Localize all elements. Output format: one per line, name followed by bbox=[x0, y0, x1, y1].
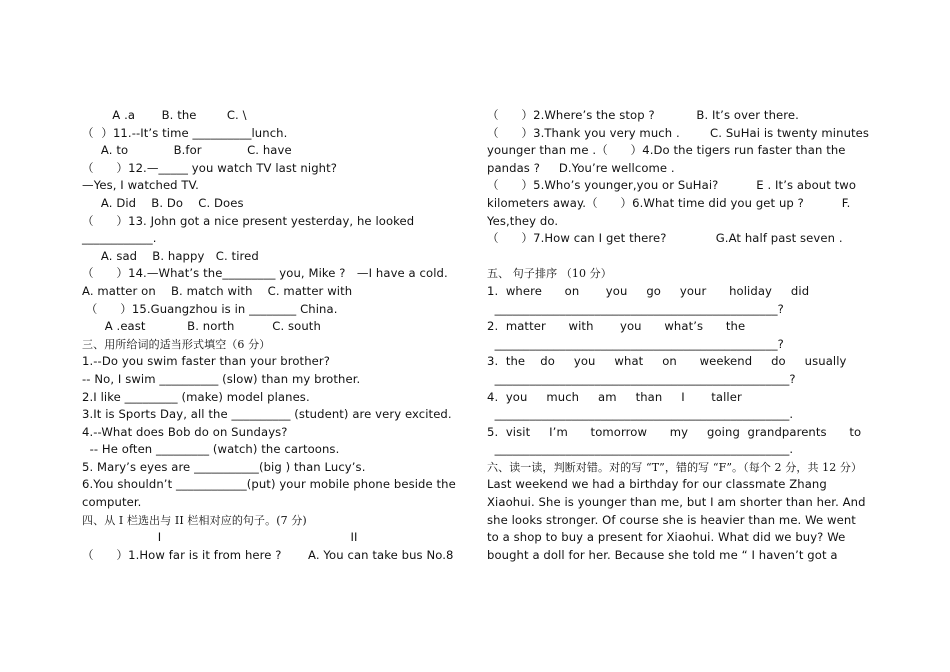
right-column-line: to a shop to buy a present for Xiaohui. What did we buy? We bbox=[487, 530, 846, 545]
right-column-line: 五、 句子排序 （10 分） bbox=[487, 267, 612, 281]
left-column-line: ____________. bbox=[82, 231, 157, 246]
left-column-line: A. Did B. Do C. Does bbox=[82, 195, 244, 210]
right-column-line: ________________________________________________? bbox=[487, 301, 784, 316]
right-column-line: （ ）2.Where’s the stop ? B. It’s over there. bbox=[487, 108, 799, 122]
left-column-line: （ ）13. John got a nice present yesterday, he looked bbox=[82, 213, 415, 228]
left-column-line: （ ）1.How far is it from here ? A. You can take bus No.8 bbox=[82, 547, 454, 562]
right-column-line: younger than me .（ ）4.Do the tigers run faster than the bbox=[487, 143, 846, 158]
right-column-line: kilometers away.（ ）6.What time did you get up ? F. bbox=[487, 195, 851, 210]
right-column-line: 5. visit I’m tomorrow my going grandparents to bbox=[487, 424, 862, 439]
right-column-line: she looks stronger. Of course she is heavier than me. We went bbox=[487, 512, 856, 527]
right-column bbox=[487, 107, 882, 564]
right-column-line: 2. matter with you what’s the bbox=[487, 319, 746, 334]
left-column-line: computer. bbox=[82, 495, 142, 510]
right-column-line: 六、读一读，判断对错。对的写 “T”，错的写 “F”。（每个 2 分，共 12 分） bbox=[487, 460, 863, 474]
left-column-line: 2.I like _________ (make) model planes. bbox=[82, 389, 310, 404]
right-column-line: （ ）5.Who’s younger,you or SuHai? E . It’s about two bbox=[487, 178, 857, 193]
left-column-line: （ ）15.Guangzhou is in ________ China. bbox=[82, 301, 338, 316]
left-column bbox=[82, 107, 474, 564]
left-column-line: 3.It is Sports Day, all the __________ (student) are very excited. bbox=[82, 407, 452, 422]
right-column-line: 3. the do you what on weekend do usually bbox=[487, 354, 847, 369]
left-column-line: -- No, I swim __________ (slow) than my brother. bbox=[82, 371, 361, 386]
left-column-line: A. matter on B. match with C. matter with bbox=[82, 283, 353, 298]
right-column-line: 1. where on you go your holiday did bbox=[487, 283, 810, 298]
left-column-line: -- He often _________ (watch) the cartoons. bbox=[82, 442, 340, 457]
left-column-line: A. to B.for C. have bbox=[82, 143, 292, 158]
left-column-line: I II bbox=[82, 530, 358, 545]
left-column-line: （ ）11.--It’s time __________lunch. bbox=[82, 125, 288, 140]
right-column-line: Yes,they do. bbox=[487, 213, 559, 228]
left-column-line: —Yes, I watched TV. bbox=[82, 178, 199, 193]
left-column-line: 6.You shouldn’t ____________(put) your mobile phone beside the bbox=[82, 477, 456, 492]
left-column-line: A. sad B. happy C. tired bbox=[82, 248, 259, 263]
right-column-line bbox=[487, 248, 882, 266]
left-column-line: 1.--Do you swim faster than your brother? bbox=[82, 354, 330, 369]
right-column-line: pandas ? D.You’re wellcome . bbox=[487, 160, 675, 175]
left-column-line: 5. Mary’s eyes are ___________(big ) than Lucy’s. bbox=[82, 459, 366, 474]
left-column-line: （ ）12.—_____ you watch TV last night? bbox=[82, 160, 337, 175]
right-column-line: __________________________________________________. bbox=[487, 407, 794, 422]
left-column-line: 4.--What does Bob do on Sundays? bbox=[82, 424, 288, 439]
left-column-line: A .a B. the C. \ bbox=[82, 108, 247, 122]
right-column-line: （ ）7.How can I get there? G.At half past seven . bbox=[487, 231, 843, 246]
right-column-line: __________________________________________________. bbox=[487, 442, 794, 457]
right-column-line: 4. you much am than I taller bbox=[487, 389, 742, 404]
right-column-line: __________________________________________________? bbox=[487, 371, 796, 386]
right-column-line: bought a doll for her. Because she told me “ I haven’t got a bbox=[487, 547, 838, 562]
left-column-line: （ ）14.—What’s the_________ you, Mike ? —I have a cold. bbox=[82, 266, 448, 281]
right-column-line: Last weekend we had a birthday for our classmate Zhang bbox=[487, 477, 827, 492]
left-column-line: A .east B. north C. south bbox=[82, 319, 321, 334]
right-column-line: ________________________________________________? bbox=[487, 336, 784, 351]
left-column-line: 四、从 I 栏选出与 II 栏相对应的句子。(7 分) bbox=[82, 513, 307, 527]
left-column-line: 三、用所给词的适当形式填空（6 分） bbox=[82, 337, 271, 351]
right-column-line: Xiaohui. She is younger than me, but I am shorter than her. And bbox=[487, 495, 866, 510]
right-column-line: （ ）3.Thank you very much . C. SuHai is twenty minutes bbox=[487, 125, 870, 140]
